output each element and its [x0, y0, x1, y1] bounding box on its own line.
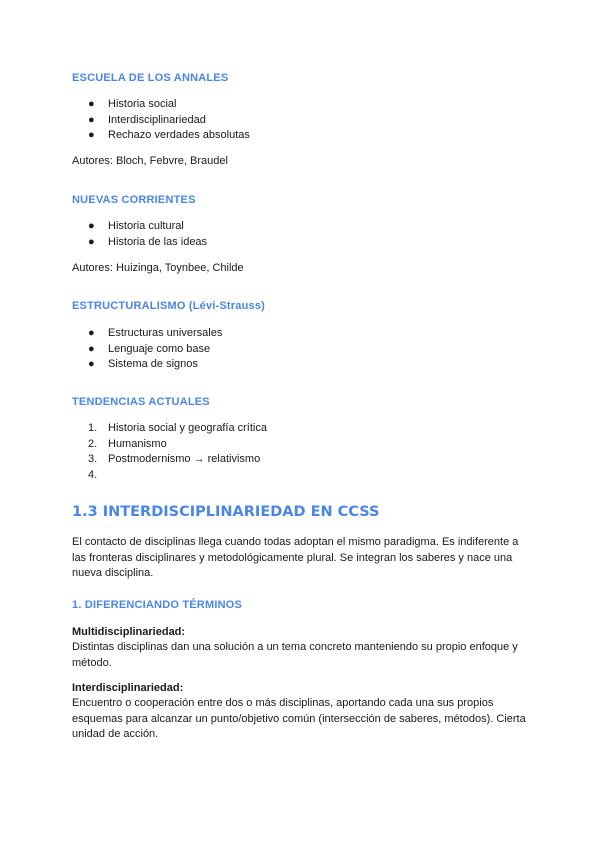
bullet-icon: ●	[88, 327, 95, 339]
list-number: 2.	[88, 437, 98, 450]
bullet-icon: ●	[88, 235, 95, 248]
bullet-icon: ●	[88, 98, 95, 110]
list-number: 1.	[88, 422, 98, 434]
definition-multidisciplinariedad: Distintas disciplinas dan una solución a un tema concreto manteniendo su propio enfoque y método.	[72, 641, 518, 669]
intro-paragraph: El contacto de disciplinas llega cuando todas adoptan el mismo paradigma. Es indiferente a las fronteras disciplinares y metodológicamente plural. Se integran los saberes y nace una nueva disciplina.	[72, 536, 519, 579]
list-number: 3.	[88, 453, 98, 465]
document-page: ESCUELA DE LOS ANNALES ● Historia social ● Interdisciplinariedad ● Rechazo verdades absolutas Autores: Bloch, Febvre, Braudel NUEVAS CORRIENTES ● Historia cultural ● Historia de las ideas Autores: Huizinga, Toynbee, Childe ESTRUCTURALISMO (Lévi-Strauss) ● Estructuras universales ● Lenguaje como base ● Sistema de signos TENDENCIAS ACTUALES 1. Historia social y geografía crítica 2. Humanismo 3. Postmodernismo → relativismo 4. 1.3 INTERDISCIPLINARIEDAD EN CCSS El contacto de disciplinas llega cuando todas adoptan el mismo paradigma. Es indiferente a las fronteras disciplinares y metodológicamente plural. Se integran los saberes y nace una nueva disciplina. 1. DIFERENCIANDO TÉRMINOS Multidisciplinariedad: Distintas disciplinas dan una solución a un tema concreto manteniendo su propio enfoque y método. Interdisciplinariedad: Encuentro o cooperación entre dos o más disciplinas, aportando cada una sus propios esquemas para alcanzar un punto/objetivo común (intersección de saberes, métodos). Cierta unidad de acción.	[0, 0, 600, 848]
term-interdisciplinariedad: Interdisciplinariedad:	[72, 682, 184, 694]
authors-annales: Autores: Bloch, Febvre, Braudel	[72, 155, 228, 167]
bullet-icon: ●	[88, 342, 95, 355]
section-heading-tendencias: TENDENCIAS ACTUALES	[72, 396, 210, 408]
term-multidisciplinariedad: Multidisciplinariedad:	[72, 626, 186, 638]
chapter-heading: 1.3 INTERDISCIPLINARIEDAD EN CCSS	[72, 504, 380, 520]
section-heading-estructuralismo: ESTRUCTURALISMO (Lévi-Strauss)	[72, 300, 266, 312]
list-number: 4.	[88, 468, 98, 481]
definition-interdisciplinariedad: Encuentro o cooperación entre dos o más disciplinas, aportando cada una sus propios esquemas para alcanzar un punto/objetivo común (intersección de saberes, métodos). Cierta unidad de acción.	[72, 697, 526, 740]
bullet-icon: ●	[88, 129, 95, 141]
authors-nuevas: Autores: Huizinga, Toynbee, Childe	[72, 262, 244, 274]
subsection-heading: 1. DIFERENCIANDO TÉRMINOS	[72, 599, 243, 611]
bullet-icon: ●	[88, 113, 95, 126]
section-heading-nuevas: NUEVAS CORRIENTES	[72, 194, 196, 206]
bullet-icon: ●	[88, 358, 95, 370]
bullet-icon: ●	[88, 220, 95, 232]
section-heading-annales: ESCUELA DE LOS ANNALES	[72, 72, 229, 84]
